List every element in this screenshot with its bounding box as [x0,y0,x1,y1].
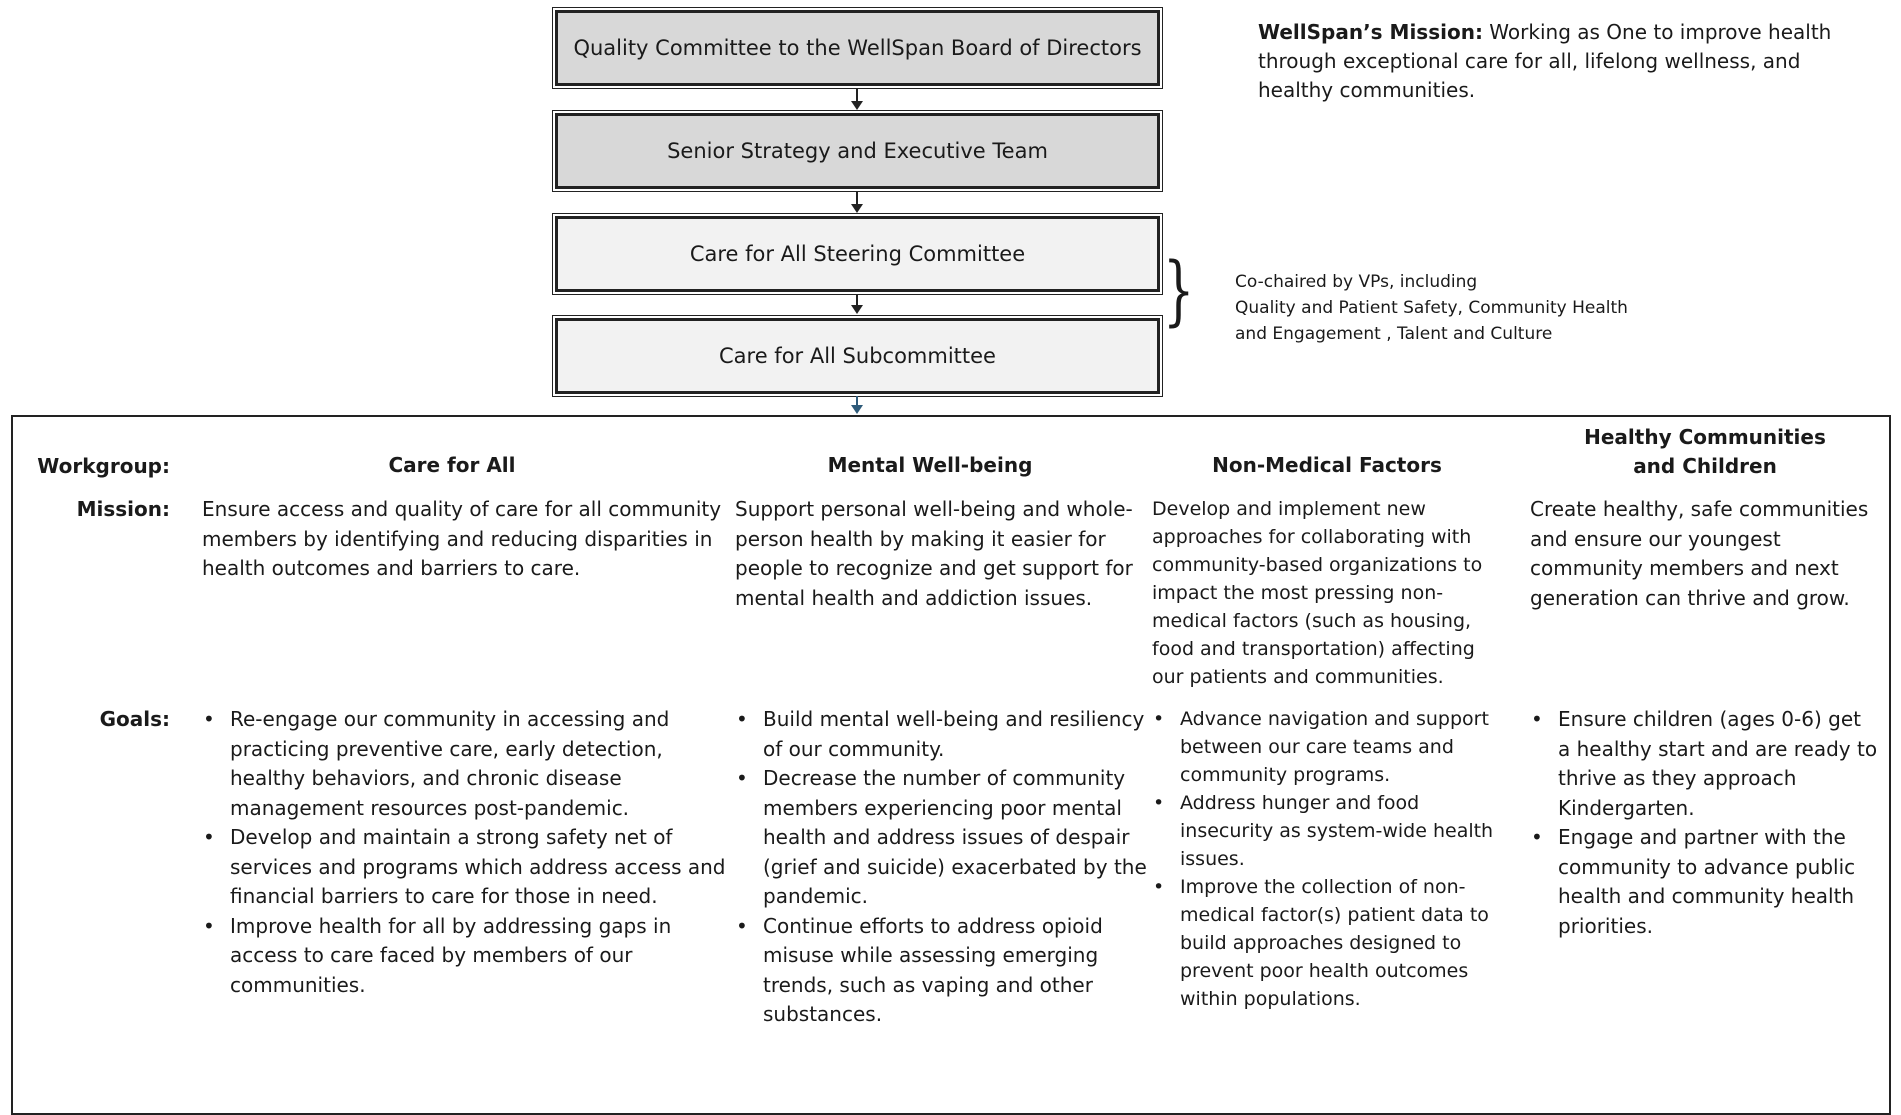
subcommittee-label: Care for All Subcommittee [719,344,996,368]
goal-item: • Improve the collection of non-medical factor(s) patient data to build approaches designed to prevent poor health outcomes within populations. [1180,873,1505,1013]
cochair-line: Co-chaired by VPs, including [1235,272,1478,292]
board-quality-committee-box [555,10,1160,86]
workgroup-heading: Non-Medical Factors [1212,453,1442,477]
connector-arrowhead [851,204,863,213]
goal-item: • Address hunger and food insecurity as system-wide health issues. [1180,789,1505,873]
mission-statement-label: WellSpan’s Mission: [1258,20,1483,44]
goal-item: • Improve health for all by addressing gaps in access to care faced by members of our communities. [230,912,730,1001]
workgroup-goals-list [1152,705,1505,1013]
connector-arrow [856,88,858,102]
row-label-mission: Mission: [76,497,170,521]
workgroup-heading: Healthy Communities and Children [1584,425,1826,478]
connector-arrowhead [851,101,863,110]
goal-item: • Build mental well-being and resiliency of our community. [763,705,1153,764]
mission-statement-text: Working as One to improve health through exceptional care for all, lifelong wellness, and healthy communities. [1258,20,1832,102]
steering-committee-label: Care for All Steering Committee [689,242,1026,266]
cochair-line: Quality and Patient Safety, Community Health [1235,298,1628,318]
goal-item: • Advance navigation and support between our care teams and community programs. [1180,705,1505,789]
workgroup-mission: Ensure access and quality of care for all community members by identifying and reducing disparities in health outcomes and barriers to care. [202,497,722,580]
workgroup-mission: Create healthy, safe communities and ensure our youngest community members and next generation can thrive and grow. [1530,497,1869,610]
connector-arrowhead [851,405,863,414]
row-label-goals: Goals: [99,707,170,731]
workgroup-goals-list [202,705,730,1000]
workgroup-goals-list [735,705,1153,1030]
workgroup-goals-list [1530,705,1878,941]
goal-item: • Continue efforts to address opioid misuse while assessing emerging trends, such as vaping and other substances. [763,912,1153,1030]
goal-item: • Decrease the number of community members experiencing poor mental health and address issues of despair (grief and suicide) exacerbated by the pandemic. [763,764,1153,912]
goal-item: • Ensure children (ages 0-6) get a healthy start and are ready to thrive as they approach Kindergarten. [1558,705,1878,823]
goal-item: • Develop and maintain a strong safety net of services and programs which address access and financial barriers to care for those in need. [230,823,730,912]
workgroup-heading: Care for All [388,453,516,477]
goal-item: • Engage and partner with the community to advance public health and community health priorities. [1558,823,1878,941]
workgroup-mission: Develop and implement new approaches for collaborating with community-based organizations to impact the most pressing non-medical factors (such as housing, food and transportation) affecting our patients and communities. [1152,498,1483,688]
wellspan-mission-statement [1258,18,1858,105]
goal-item: • Re-engage our community in accessing and practicing preventive care, early detection, healthy behaviors, and chronic disease management resources post-pandemic. [230,705,730,823]
steering-committee-box [555,216,1160,292]
cochair-line: and Engagement , Talent and Culture [1235,324,1553,344]
connector-arrow [856,191,858,205]
board-quality-committee-label: Quality Committee to the WellSpan Board of Directors [573,36,1142,60]
right-brace-icon: } [1163,245,1195,334]
row-label-workgroup: Workgroup: [37,454,170,478]
senior-strategy-box [555,113,1160,189]
workgroup-mission: Support personal well-being and whole-person health by making it easier for people to recognize and get support for mental health and addiction issues. [735,497,1133,610]
cochair-note [1235,269,1715,347]
subcommittee-box [555,318,1160,394]
workgroup-heading: Mental Well-being [827,453,1033,477]
connector-arrowhead [851,305,863,314]
senior-strategy-label: Senior Strategy and Executive Team [667,139,1048,163]
